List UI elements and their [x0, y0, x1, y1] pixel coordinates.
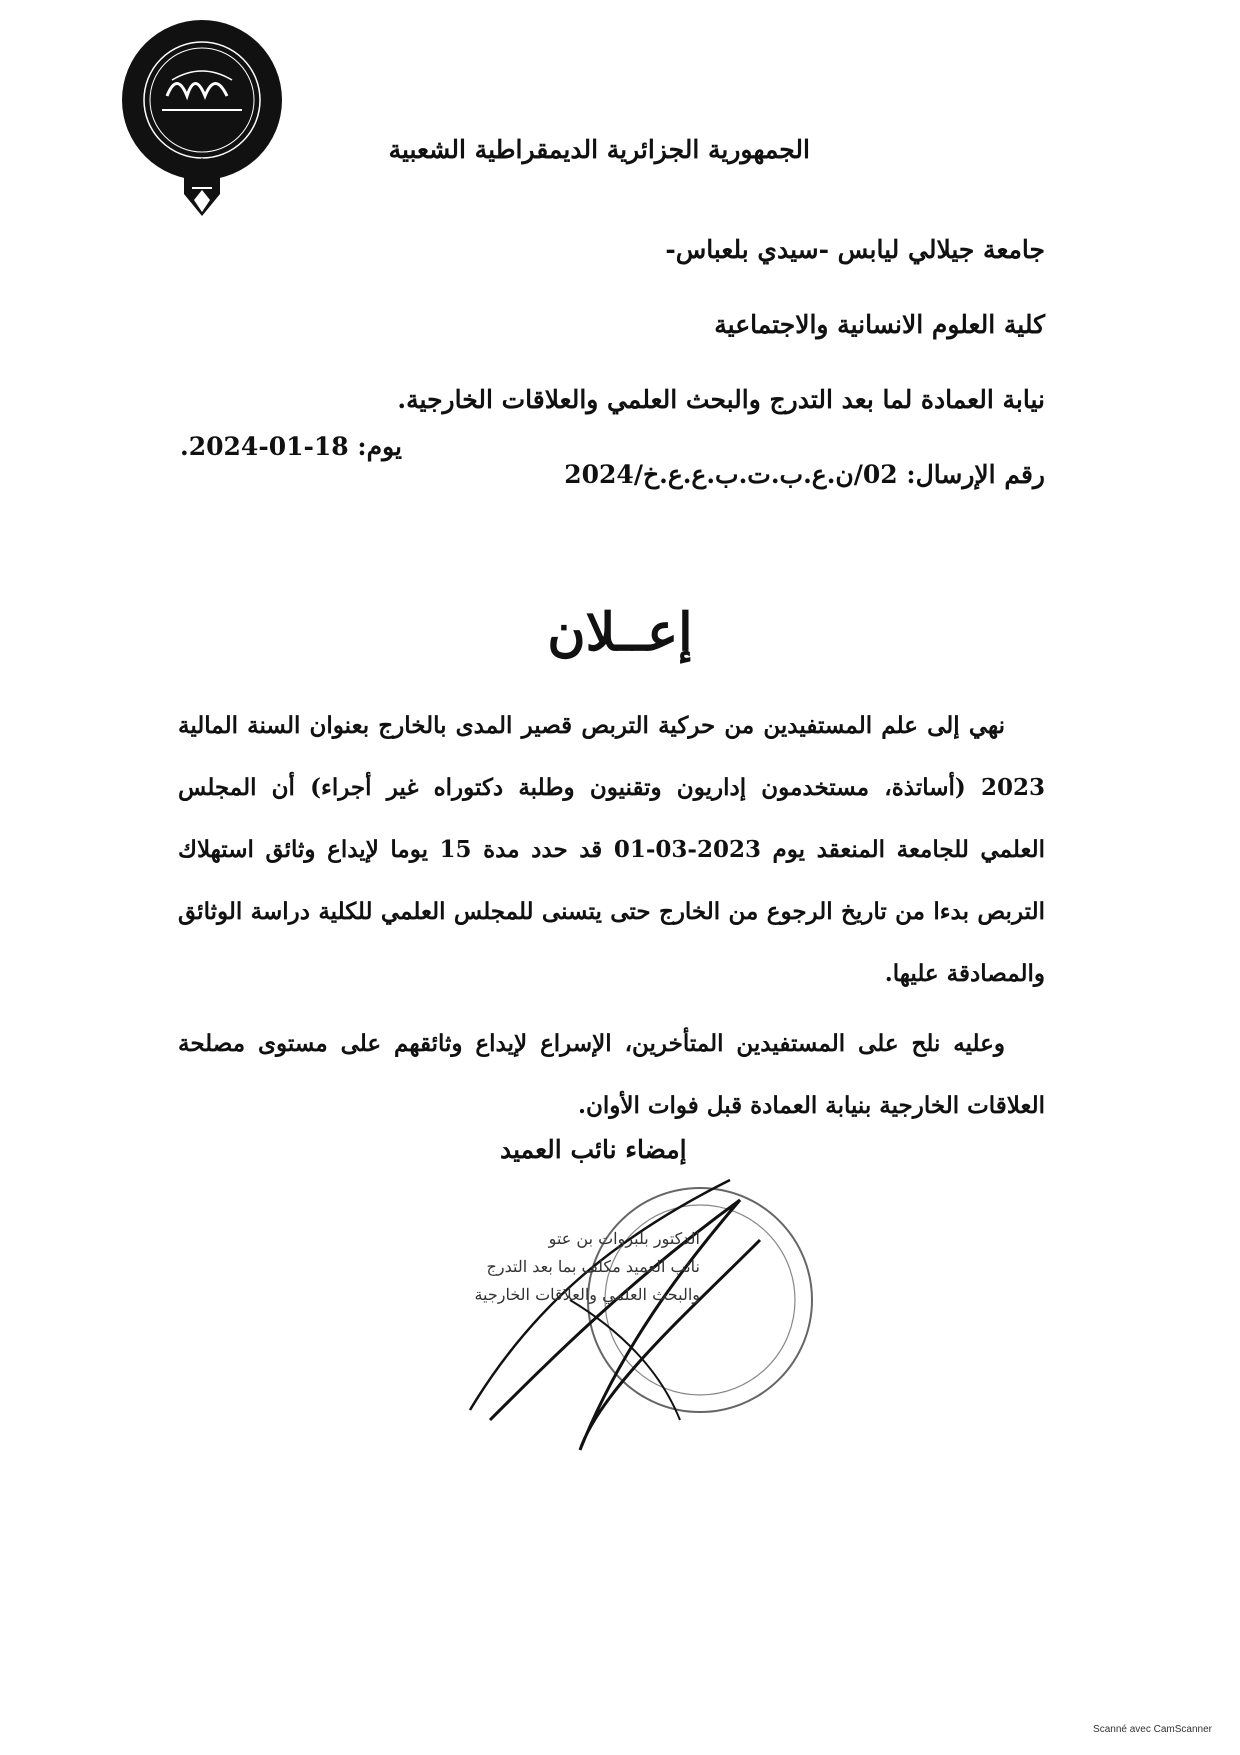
stamp-text — [450, 1225, 700, 1309]
document-date: يوم: 18-01-2024. — [180, 432, 402, 461]
signature-label: إمضاء نائب العميد — [500, 1135, 687, 1164]
faculty-name: كلية العلوم الانسانية والاجتماعية — [714, 310, 1045, 339]
republic-heading: الجمهورية الجزائرية الديمقراطية الشعبية — [388, 135, 810, 164]
official-stamp-signature — [430, 1160, 860, 1460]
body-paragraph-1: نهي إلى علم المستفيدين من حركية التربص قصير المدى بالخارج بعنوان السنة المالية 2023 (أساتذة، مستخدمون إداريون وتقنيون وطلبة دكتوراه غير أجراء) أن المجلس العلمي للجامعة المنعقد يوم 2023-03-01 قد حدد مدة 15 يوما لإيداع وثائق استهلاك التربص بدءا من تاريخ الرجوع من الخارج حتى يتسنى للمجلس العلمي للكلية دراسة الوثائق والمصادقة عليها. — [178, 712, 1045, 987]
announcement-body — [178, 695, 1045, 1145]
university-seal-logo — [112, 18, 292, 250]
university-name: جامعة جيلالي ليابس -سيدي بلعباس- — [665, 235, 1045, 264]
stamp-line-2: نائب العميد مكلف بما بعد التدرج — [486, 1257, 700, 1276]
vice-dean-office: نيابة العمادة لما بعد التدرج والبحث العلمي والعلاقات الخارجية. — [397, 385, 1045, 414]
stamp-line-1: الدكتور بلبروات بن عتو — [548, 1229, 700, 1248]
reference-number: رقم الإرسال: 02/ن.ع.ب.ت.ب.ع.ع.خ/2024 — [564, 460, 1045, 489]
stamp-line-3: والبحث العلمي والعلاقات الخارجية — [474, 1285, 700, 1304]
announcement-title: إعــلان — [547, 602, 693, 663]
body-paragraph-2: وعليه نلح على المستفيدين المتأخرين، الإسراع لإيداع وثائقهم على مستوى مصلحة العلاقات الخارجية بنيابة العمادة قبل فوات الأوان. — [178, 1030, 1045, 1119]
scanner-watermark: Scanné avec CamScanner — [1093, 1724, 1212, 1735]
